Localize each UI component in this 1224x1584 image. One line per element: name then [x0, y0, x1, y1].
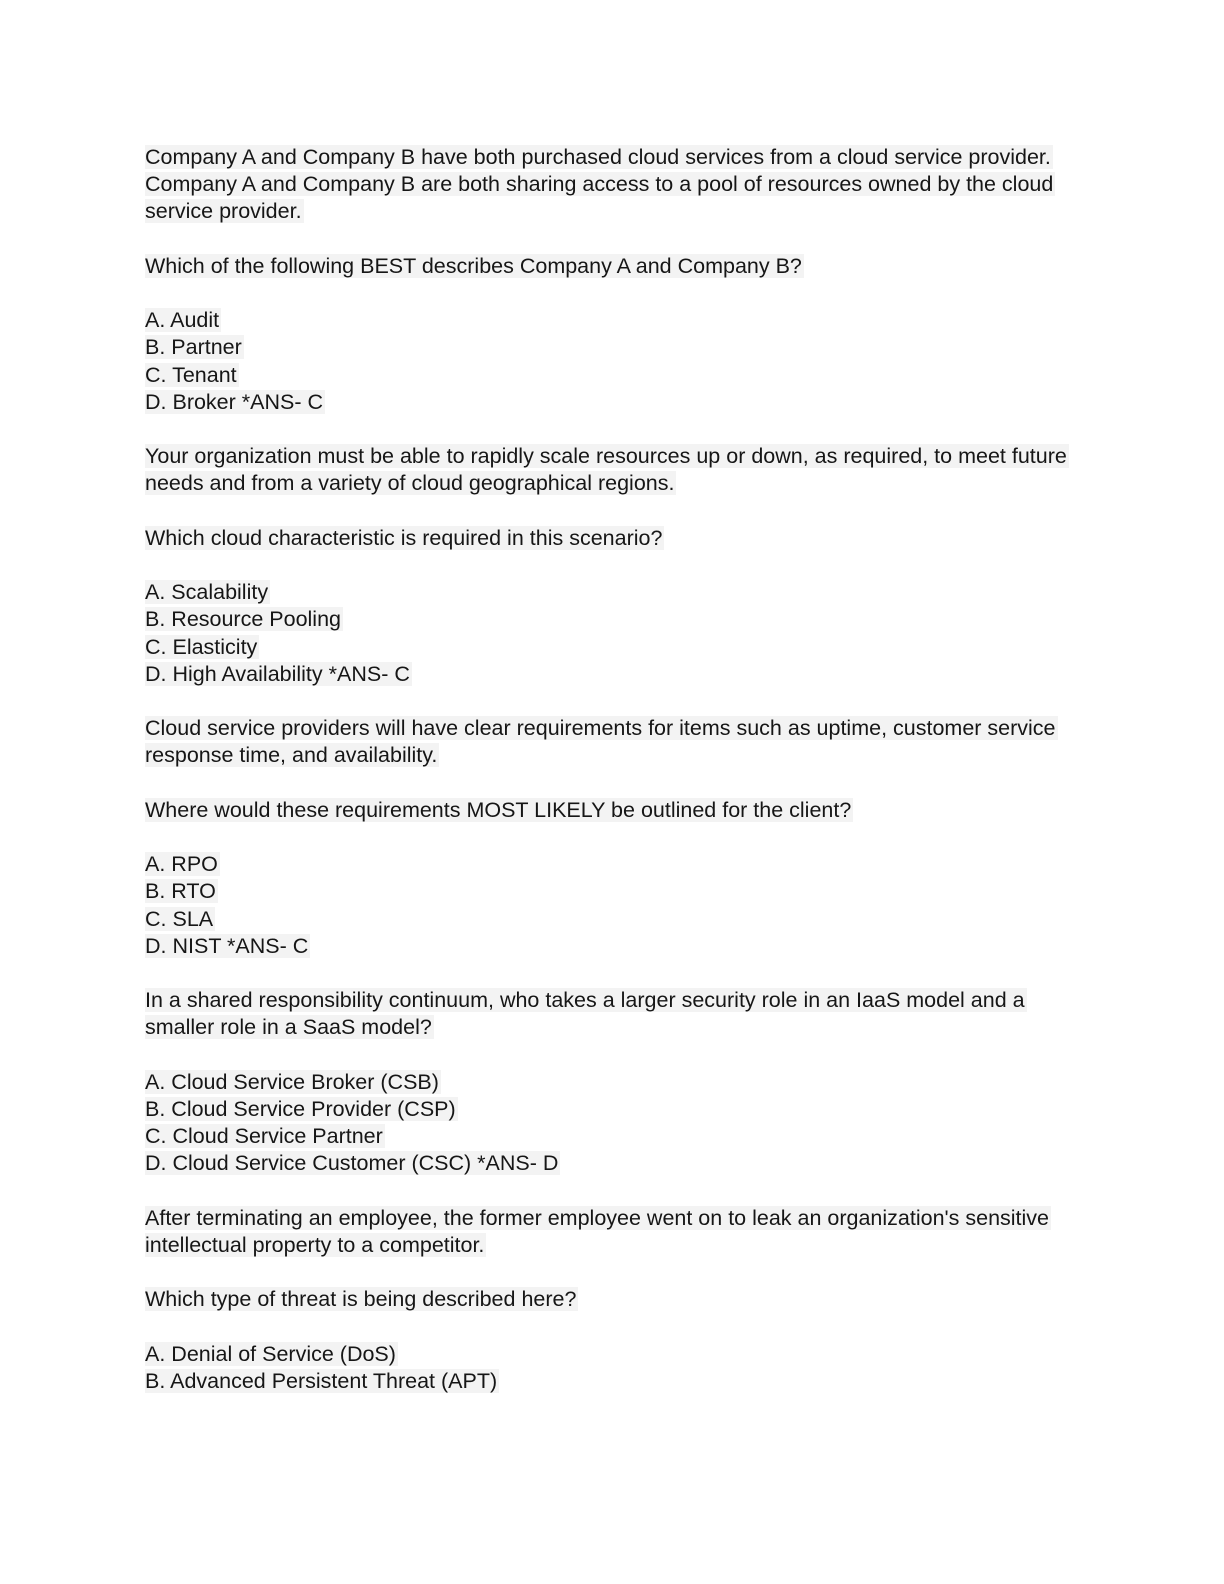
question-4-option-c: C. Cloud Service Partner — [145, 1124, 383, 1149]
question-3-option-b: B. RTO — [145, 879, 216, 904]
question-1-option-a: A. Audit — [145, 308, 220, 333]
question-5-prompt — [145, 1286, 1085, 1313]
question-5-prompt-text: Which type of threat is being described here? — [145, 1287, 577, 1312]
question-content — [145, 144, 1085, 1422]
question-2-option-b: B. Resource Pooling — [145, 607, 341, 632]
question-3-prompt-text: Where would these requirements MOST LIKELY be outlined for the client? — [145, 797, 852, 822]
question-3-option-c: C. SLA — [145, 906, 214, 931]
question-3-stem — [145, 715, 1085, 769]
question-4-option-b: B. Cloud Service Provider (CSP) — [145, 1096, 456, 1121]
question-3-prompt — [145, 797, 1085, 824]
question-3-stem-text: Cloud service providers will have clear requirements for items such as uptime, customer service response time, and availability. — [145, 716, 1056, 768]
question-5-option-b: B. Advanced Persistent Threat (APT) — [145, 1368, 498, 1393]
question-2-option-a: A. Scalability — [145, 580, 269, 605]
question-3-options — [145, 851, 1085, 960]
question-2-option-c: C. Elasticity — [145, 634, 258, 659]
question-2-prompt-text: Which cloud characteristic is required in this scenario? — [145, 525, 663, 550]
question-1-prompt-text: Which of the following BEST describes Company A and Company B? — [145, 253, 802, 278]
question-4-options — [145, 1069, 1085, 1178]
question-4-option-d: D. Cloud Service Customer (CSC) *ANS- D — [145, 1151, 559, 1176]
question-4-stem — [145, 987, 1085, 1041]
question-5-stem-text: After terminating an employee, the former employee went on to leak an organization's sensitive intellectual property to a competitor. — [145, 1205, 1050, 1257]
question-5-options — [145, 1341, 1085, 1395]
question-1-option-b: B. Partner — [145, 335, 242, 360]
question-5-stem — [145, 1205, 1085, 1259]
question-5-option-a: A. Denial of Service (DoS) — [145, 1341, 396, 1366]
question-1-prompt — [145, 253, 1085, 280]
question-1-stem — [145, 144, 1085, 226]
question-2-options — [145, 579, 1085, 688]
question-1-stem-text: Company A and Company B have both purchased cloud services from a cloud service provider. Company A and Company B are both sharing access to a pool of resources owned by the cloud service provider. — [145, 145, 1054, 224]
question-1-option-c: C. Tenant — [145, 362, 237, 387]
question-4-stem-text: In a shared responsibility continuum, who takes a larger security role in an IaaS model and a smaller role in a SaaS model? — [145, 988, 1025, 1040]
question-1-options — [145, 307, 1085, 416]
question-2-stem-text: Your organization must be able to rapidly scale resources up or down, as required, to meet future needs and from a variety of cloud geographical regions. — [145, 444, 1067, 496]
question-1-option-d: D. Broker *ANS- C — [145, 389, 324, 414]
question-4-option-a: A. Cloud Service Broker (CSB) — [145, 1069, 439, 1094]
question-2-prompt — [145, 525, 1085, 552]
question-2-option-d: D. High Availability *ANS- C — [145, 661, 410, 686]
question-2-stem — [145, 443, 1085, 497]
question-3-option-d: D. NIST *ANS- C — [145, 933, 309, 958]
question-3-option-a: A. RPO — [145, 852, 218, 877]
